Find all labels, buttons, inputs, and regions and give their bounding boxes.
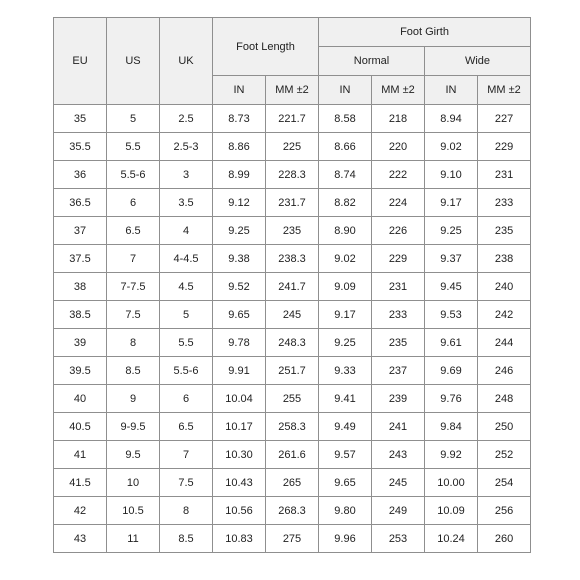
table-cell: 7 <box>160 441 213 469</box>
table-cell: 2.5 <box>160 105 213 133</box>
table-cell: 7-7.5 <box>107 273 160 301</box>
table-cell: 222 <box>372 161 425 189</box>
table-cell: 9.61 <box>425 329 478 357</box>
table-cell: 4-4.5 <box>160 245 213 273</box>
table-cell: 11 <box>107 525 160 553</box>
table-cell: 10.5 <box>107 497 160 525</box>
table-cell: 9.09 <box>319 273 372 301</box>
table-cell: 9.69 <box>425 357 478 385</box>
table-cell: 9.33 <box>319 357 372 385</box>
table-cell: 9.17 <box>319 301 372 329</box>
table-cell: 36 <box>54 161 107 189</box>
table-cell: 7.5 <box>107 301 160 329</box>
table-cell: 5.5 <box>160 329 213 357</box>
table-cell: 265 <box>266 469 319 497</box>
header-normal: Normal <box>319 47 425 76</box>
table-cell: 10.83 <box>213 525 266 553</box>
table-cell: 251.7 <box>266 357 319 385</box>
table-cell: 221.7 <box>266 105 319 133</box>
table-cell: 6 <box>160 385 213 413</box>
table-cell: 240 <box>478 273 531 301</box>
table-cell: 10.17 <box>213 413 266 441</box>
table-row <box>54 161 531 189</box>
table-cell: 40 <box>54 385 107 413</box>
table-cell: 252 <box>478 441 531 469</box>
table-cell: 9.80 <box>319 497 372 525</box>
table-cell: 239 <box>372 385 425 413</box>
table-cell: 3 <box>160 161 213 189</box>
table-cell: 9.57 <box>319 441 372 469</box>
table-cell: 9.12 <box>213 189 266 217</box>
table-cell: 9.52 <box>213 273 266 301</box>
table-cell: 37 <box>54 217 107 245</box>
table-row <box>54 133 531 161</box>
table-cell: 10.00 <box>425 469 478 497</box>
table-cell: 9.02 <box>319 245 372 273</box>
table-cell: 268.3 <box>266 497 319 525</box>
table-cell: 38 <box>54 273 107 301</box>
table-cell: 6.5 <box>107 217 160 245</box>
table-cell: 8.94 <box>425 105 478 133</box>
table-row <box>54 413 531 441</box>
table-cell: 9.91 <box>213 357 266 385</box>
table-cell: 245 <box>266 301 319 329</box>
table-cell: 6.5 <box>160 413 213 441</box>
table-cell: 9.76 <box>425 385 478 413</box>
table-cell: 8.5 <box>107 357 160 385</box>
table-cell: 9 <box>107 385 160 413</box>
table-cell: 254 <box>478 469 531 497</box>
table-cell: 9-9.5 <box>107 413 160 441</box>
table-cell: 9.65 <box>213 301 266 329</box>
table-row <box>54 245 531 273</box>
table-row <box>54 497 531 525</box>
table-cell: 8.74 <box>319 161 372 189</box>
table-cell: 5.5-6 <box>160 357 213 385</box>
table-cell: 10 <box>107 469 160 497</box>
header-length-in: IN <box>213 76 266 105</box>
table-body <box>54 105 531 553</box>
table-row <box>54 357 531 385</box>
table-cell: 249 <box>372 497 425 525</box>
table-cell: 9.02 <box>425 133 478 161</box>
table-cell: 35.5 <box>54 133 107 161</box>
table-cell: 4 <box>160 217 213 245</box>
table-cell: 7.5 <box>160 469 213 497</box>
table-cell: 10.09 <box>425 497 478 525</box>
table-cell: 9.25 <box>319 329 372 357</box>
header-length-mm: MM ±2 <box>266 76 319 105</box>
table-cell: 233 <box>478 189 531 217</box>
table-cell: 228.3 <box>266 161 319 189</box>
table-cell: 2.5-3 <box>160 133 213 161</box>
table-cell: 37.5 <box>54 245 107 273</box>
table-row <box>54 469 531 497</box>
table-cell: 43 <box>54 525 107 553</box>
table-cell: 6 <box>107 189 160 217</box>
table-cell: 9.25 <box>425 217 478 245</box>
header-uk: UK <box>160 18 213 105</box>
table-cell: 5 <box>107 105 160 133</box>
table-cell: 39 <box>54 329 107 357</box>
table-cell: 250 <box>478 413 531 441</box>
table-cell: 218 <box>372 105 425 133</box>
table-cell: 242 <box>478 301 531 329</box>
table-cell: 38.5 <box>54 301 107 329</box>
table-cell: 42 <box>54 497 107 525</box>
table-cell: 8 <box>160 497 213 525</box>
table-cell: 8.73 <box>213 105 266 133</box>
table-cell: 226 <box>372 217 425 245</box>
table-cell: 10.43 <box>213 469 266 497</box>
table-cell: 235 <box>478 217 531 245</box>
table-cell: 241.7 <box>266 273 319 301</box>
table-cell: 224 <box>372 189 425 217</box>
table-cell: 231 <box>478 161 531 189</box>
table-row <box>54 441 531 469</box>
table-cell: 231 <box>372 273 425 301</box>
table-cell: 8.58 <box>319 105 372 133</box>
table-cell: 248.3 <box>266 329 319 357</box>
table-row <box>54 301 531 329</box>
table-row <box>54 385 531 413</box>
table-cell: 10.04 <box>213 385 266 413</box>
table-cell: 10.56 <box>213 497 266 525</box>
header-foot-length: Foot Length <box>213 18 319 76</box>
header-us: US <box>107 18 160 105</box>
header-wide-mm: MM ±2 <box>478 76 531 105</box>
table-cell: 3.5 <box>160 189 213 217</box>
table-row <box>54 105 531 133</box>
header-normal-in: IN <box>319 76 372 105</box>
table-header <box>54 18 531 105</box>
table-cell: 10.24 <box>425 525 478 553</box>
table-cell: 256 <box>478 497 531 525</box>
table-cell: 9.49 <box>319 413 372 441</box>
table-cell: 8.66 <box>319 133 372 161</box>
table-row <box>54 525 531 553</box>
table-cell: 235 <box>266 217 319 245</box>
table-cell: 8 <box>107 329 160 357</box>
table-cell: 10.30 <box>213 441 266 469</box>
table-cell: 260 <box>478 525 531 553</box>
size-chart-table <box>53 17 531 553</box>
table-cell: 233 <box>372 301 425 329</box>
table-cell: 8.90 <box>319 217 372 245</box>
table-cell: 8.99 <box>213 161 266 189</box>
table-cell: 220 <box>372 133 425 161</box>
table-cell: 244 <box>478 329 531 357</box>
table-cell: 9.41 <box>319 385 372 413</box>
table-cell: 39.5 <box>54 357 107 385</box>
table-cell: 9.10 <box>425 161 478 189</box>
table-cell: 231.7 <box>266 189 319 217</box>
table-cell: 9.38 <box>213 245 266 273</box>
table-cell: 5.5 <box>107 133 160 161</box>
table-cell: 9.78 <box>213 329 266 357</box>
table-cell: 238.3 <box>266 245 319 273</box>
table-cell: 41 <box>54 441 107 469</box>
table-cell: 9.5 <box>107 441 160 469</box>
table-cell: 8.86 <box>213 133 266 161</box>
table-cell: 255 <box>266 385 319 413</box>
table-cell: 238 <box>478 245 531 273</box>
table-cell: 9.25 <box>213 217 266 245</box>
table-cell: 245 <box>372 469 425 497</box>
table-cell: 41.5 <box>54 469 107 497</box>
table-cell: 9.53 <box>425 301 478 329</box>
table-cell: 246 <box>478 357 531 385</box>
table-cell: 40.5 <box>54 413 107 441</box>
table-cell: 275 <box>266 525 319 553</box>
table-cell: 36.5 <box>54 189 107 217</box>
table-cell: 9.84 <box>425 413 478 441</box>
table-cell: 227 <box>478 105 531 133</box>
table-cell: 9.96 <box>319 525 372 553</box>
table-cell: 8.82 <box>319 189 372 217</box>
table-cell: 229 <box>478 133 531 161</box>
header-normal-mm: MM ±2 <box>372 76 425 105</box>
table-cell: 5 <box>160 301 213 329</box>
table-cell: 261.6 <box>266 441 319 469</box>
table-cell: 9.65 <box>319 469 372 497</box>
table-cell: 248 <box>478 385 531 413</box>
table-cell: 241 <box>372 413 425 441</box>
table-cell: 243 <box>372 441 425 469</box>
table-row <box>54 273 531 301</box>
table-cell: 9.45 <box>425 273 478 301</box>
header-wide: Wide <box>425 47 531 76</box>
table-cell: 229 <box>372 245 425 273</box>
table-cell: 253 <box>372 525 425 553</box>
header-foot-girth: Foot Girth <box>319 18 531 47</box>
table-cell: 8.5 <box>160 525 213 553</box>
table-row <box>54 217 531 245</box>
table-cell: 9.37 <box>425 245 478 273</box>
table-cell: 9.92 <box>425 441 478 469</box>
table-cell: 258.3 <box>266 413 319 441</box>
table-cell: 4.5 <box>160 273 213 301</box>
header-wide-in: IN <box>425 76 478 105</box>
header-eu: EU <box>54 18 107 105</box>
table-cell: 7 <box>107 245 160 273</box>
table-row <box>54 189 531 217</box>
table-row <box>54 329 531 357</box>
table-cell: 9.17 <box>425 189 478 217</box>
table-cell: 35 <box>54 105 107 133</box>
table-cell: 5.5-6 <box>107 161 160 189</box>
table-cell: 237 <box>372 357 425 385</box>
table-cell: 235 <box>372 329 425 357</box>
table-cell: 225 <box>266 133 319 161</box>
